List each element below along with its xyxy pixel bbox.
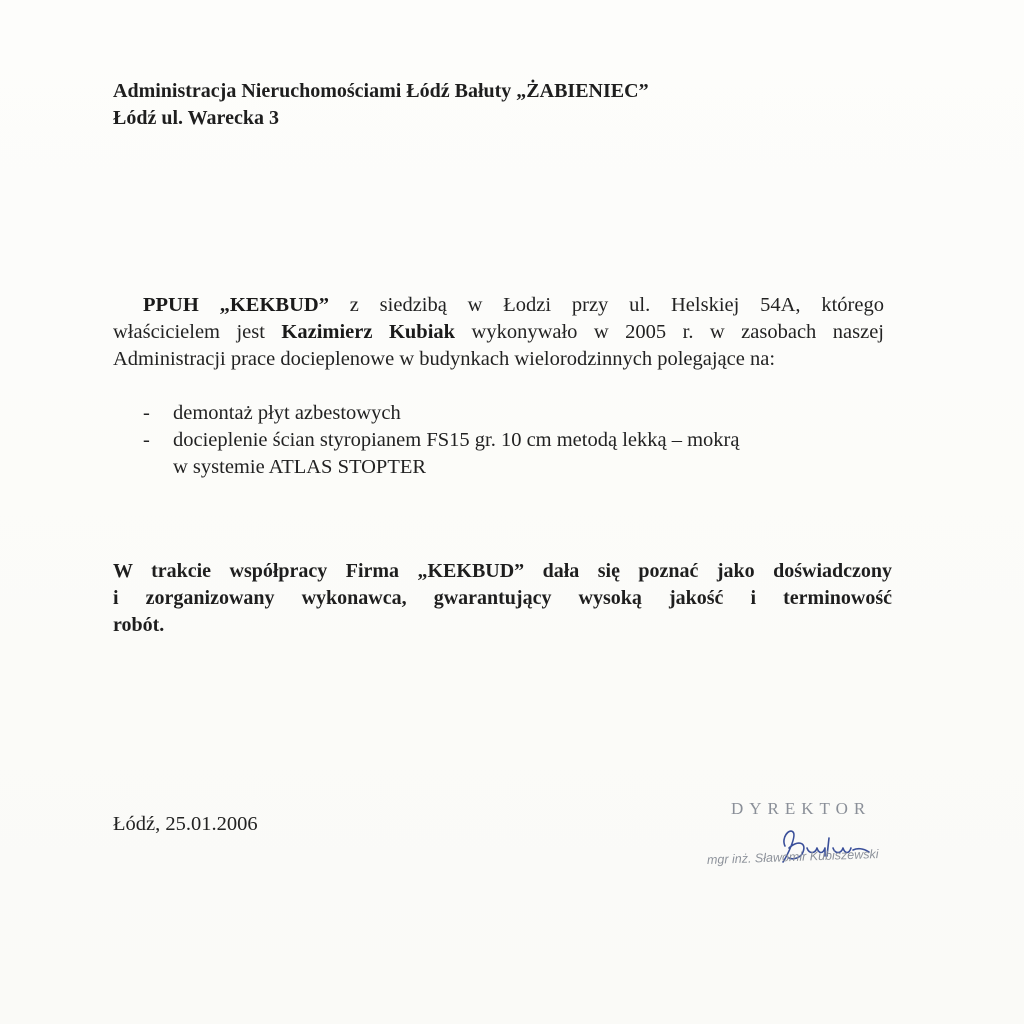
list-item-continuation-text: w systemie ATLAS STOPTER [173, 456, 427, 478]
header-organization: Administracja Nieruchomościami Łódź Bałuty „ŻABIENIEC” [113, 80, 649, 102]
list-item-text: demontaż płyt azbestowych [173, 402, 401, 424]
header-address: Łódź ul. Warecka 3 [113, 107, 279, 129]
company-name: PPUH „KEKBUD” [143, 294, 329, 316]
closing-line-1: W trakcie współpracy Firma „KEKBUD” dała się poznać jako doświadczony [113, 560, 892, 582]
intro-line-2-c: wykonywało w 2005 r. w zasobach naszej [455, 321, 884, 343]
stamp-title: DYREKTOR [731, 799, 872, 818]
intro-line-1-text: z siedzibą w Łodzi przy ul. Helskiej 54A, którego [328, 294, 884, 316]
closing-line-3: robót. [113, 614, 165, 636]
closing-paragraph [113, 558, 892, 639]
list-item-continuation [143, 454, 739, 481]
intro-line-3: Administracji prace docieplenowe w budynkach wielorodzinnych polegające na: [113, 348, 776, 370]
work-list [143, 400, 739, 481]
stamp-name: mgr inż. Sławomir Kubiszewski [706, 847, 879, 867]
list-item-text: docieplenie ścian styropianem FS15 gr. 10 cm metodą lekką – mokrą [173, 429, 740, 451]
intro-paragraph [113, 292, 884, 373]
owner-name: Kazimierz Kubiak [281, 321, 456, 343]
list-item [143, 427, 739, 454]
closing-line-2: i zorganizowany wykonawca, gwarantujący wysoką jakość i terminowość [113, 587, 892, 609]
letter-header [113, 78, 649, 132]
intro-line-2-a: właścicielem jest [113, 321, 282, 343]
list-item [143, 400, 739, 427]
letter-date: Łódź, 25.01.2006 [113, 813, 258, 835]
list-dash: - [143, 402, 150, 424]
list-dash: - [143, 429, 150, 451]
intro-line-1 [113, 292, 884, 319]
intro-line-2 [113, 319, 884, 346]
